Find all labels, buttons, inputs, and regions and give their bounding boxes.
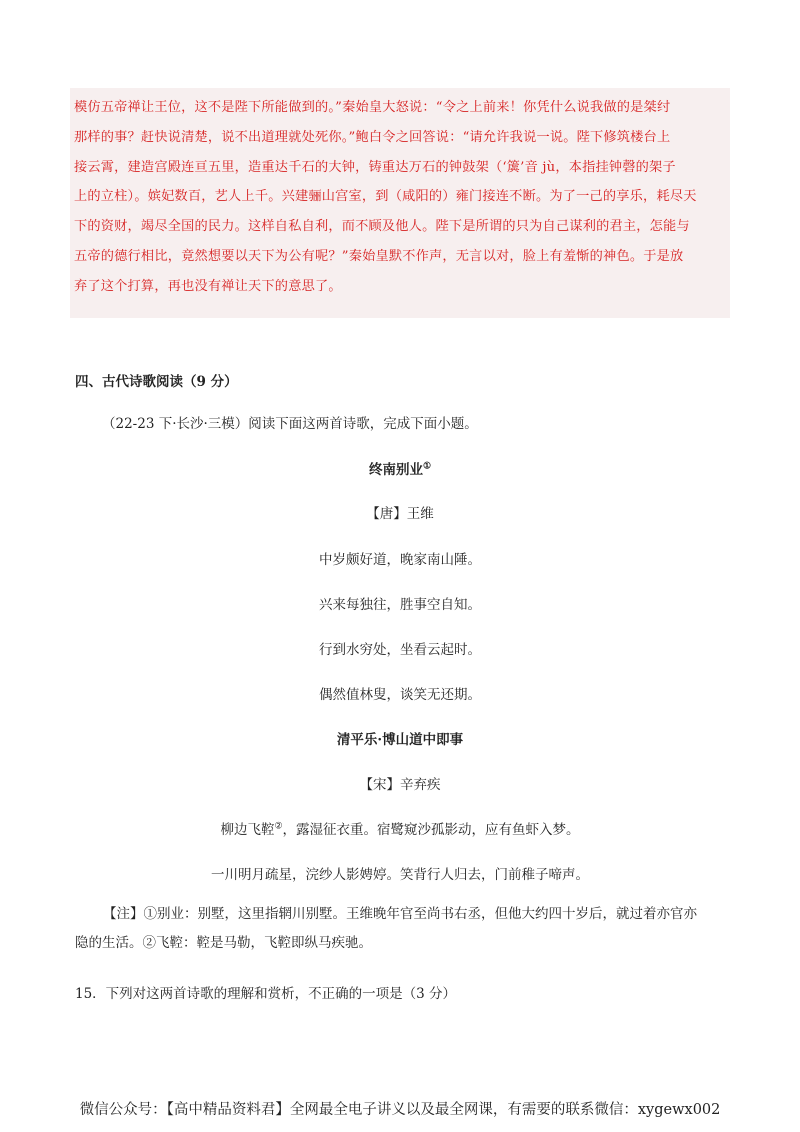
translation-line: 弃了这个打算，再也没有禅让天下的意思了。	[74, 278, 342, 294]
translation-line: 那样的事？赶快说清楚，说不出道理就处死你。”鲍白令之回答说：“请允许我说一说。陛下修筑楼台上	[74, 129, 671, 145]
translation-line: 模仿五帝禅让王位，这不是陛下所能做到的。”秦始皇大怒说：“令之上前来！你凭什么说我做的是桀纣	[74, 100, 671, 115]
annotation-note	[75, 900, 735, 958]
poem1-line: 兴来每独往，胜事空自知。	[319, 597, 481, 613]
translation-line: 上的立柱）。嫔妃数百，艺人上千。兴建骊山宫室，到（咸阳的）雍门接连不断。为了一己的享乐，耗尽天	[74, 189, 697, 205]
section-heading: 四、古代诗歌阅读（9 分）	[75, 374, 238, 390]
translation-passage	[70, 88, 730, 318]
poem1-title-text: 终南别业	[368, 462, 423, 478]
translation-line: 五帝的德行相比，竟然想要以天下为公有呢？”秦始皇默不作声，无言以对，脸上有羞惭的神色。于是放	[74, 248, 684, 264]
note-line: 【注】①别业：别墅，这里指辋川别墅。王维晚年官至尚书右丞，但他大约四十岁后，就过着亦官亦	[103, 906, 697, 922]
poem1-line: 偶然值林叟，谈笑无还期。	[319, 687, 481, 703]
poem1-author: 【唐】王维	[366, 506, 434, 522]
poem2-title: 清平乐·博山道中即事	[336, 732, 464, 748]
question-intro: （22-23 下·长沙·三模）阅读下面这两首诗歌，完成下面小题。	[102, 416, 478, 432]
poem2-line: 一川明月疏星，浣纱人影娉婷。笑背行人归去，门前稚子啼声。	[211, 867, 589, 883]
question-15: 15．下列对这两首诗歌的理解和赏析，不正确的一项是（3 分）	[75, 986, 457, 1002]
poem2-line	[0, 818, 800, 838]
note-line: 隐的生活。②飞鞚：鞚是马勒，飞鞚即纵马疾驰。	[75, 935, 372, 951]
footnote-marker: ②	[274, 821, 283, 832]
poem2-line-end: ，露湿征衣重。宿鹭窥沙孤影动，应有鱼虾入梦。	[282, 822, 580, 838]
translation-line: 接云霄，建造宫殿连亘五里，造重达千石的大钟，铸重达万石的钟鼓架（‘簴’音 jù，本指挂钟磬的架子	[74, 159, 676, 175]
footnote-marker: ①	[422, 461, 432, 472]
poem2-line-start: 柳边飞鞚	[220, 822, 275, 838]
footer-banner: 微信公众号：【高中精品资料君】全网最全电子讲义以及最全网课，有需要的联系微信：xygewx002	[79, 1102, 721, 1118]
poem1-line: 行到水穷处，坐看云起时。	[319, 642, 481, 658]
poem1-title	[0, 458, 800, 478]
poem2-author: 【宋】辛弃疾	[359, 777, 441, 793]
translation-line: 下的资财，竭尽全国的民力。这样自私自利，而不顾及他人。陛下是所谓的只为自己谋利的君主，怎能与	[74, 219, 690, 235]
poem1-line: 中岁颇好道，晚家南山陲。	[319, 552, 481, 568]
